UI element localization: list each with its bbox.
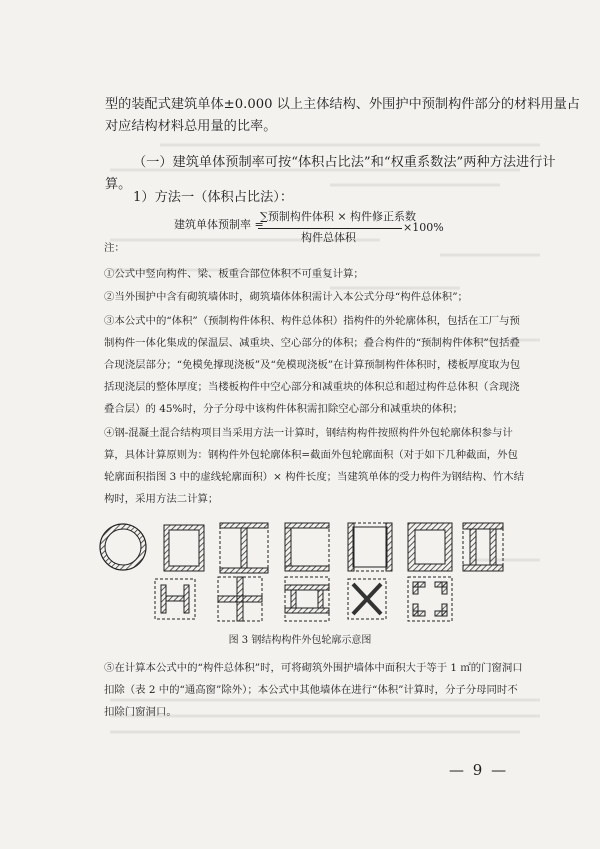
figure-caption: 图 3 钢结构构件外包轮廓示意图 — [228, 635, 372, 646]
section-four-angles — [408, 577, 452, 621]
note-5-line-1: ⑤在计算本公式中的“构件总体积”时，可将砌筑外围护墙体中面积大于等于 1 ㎡的门窗洞口 — [104, 662, 523, 674]
section-double-i — [463, 523, 503, 571]
note-3-line-5: 叠合层）的 45%时，分子分母中该构件体积需扣除空心部分和减重块的体积； — [104, 403, 463, 415]
section-rect-tube — [164, 525, 204, 571]
formula-denominator: 构件总体积 — [301, 231, 356, 244]
body-line-2: 对应结构材料总用量的比率。 — [105, 119, 277, 134]
note-3-line-2: 制构件一体化集成的保温层、减重块、空心部分的体积；叠合构件的“预制构件体积”包括叠 — [104, 337, 520, 349]
notes-heading: 注： — [104, 242, 125, 254]
section-double-channel — [348, 523, 392, 571]
section-heading-cont: 算。 — [105, 177, 132, 192]
note-5-line-3: 扣除门窗洞口。 — [104, 706, 177, 718]
note-4-line-3: 轮廓面积指图 3 中的虚线轮廓面积）× 构件长度；当建筑单体的受力构件为钢结构、竹木结 — [104, 471, 525, 483]
note-5-line-2: 扣除（表 2 中的“通高窗”除外）；本公式中其他墙体在进行“体积”计算时，分子分母同时不 — [104, 684, 518, 696]
section-channel — [285, 523, 329, 571]
section-i-beam — [220, 523, 268, 573]
note-3-line-4: 括现浇层的整体厚度；当楼板构件中空心部分和减重块的体积总和超过构件总体积（含现浇 — [104, 381, 520, 393]
note-3-line-1: ③本公式中的“体积”（预制构件体积、构件总体积）指构件的外轮廓体积，包括在工厂与预 — [104, 315, 520, 327]
method-one-heading: 1）方法一（体积占比法）： — [133, 190, 294, 205]
formula-lhs: 建筑单体预制率 = — [174, 218, 264, 231]
formula-numerator: ∑预制构件体积 × 构件修正系数 — [260, 210, 417, 223]
section-heading-line: （一）建筑单体预制率可按“体积占比法”和“权重系数法”两种方法进行计 — [133, 155, 556, 170]
note-3-line-3: 合现浇层部分；“免模免撑现浇板”及“免模现浇板”在计算预制构件体积时，楼板厚度取为包 — [104, 359, 521, 371]
note-4-line-4: 构时，采用方法二计算； — [104, 493, 219, 505]
note-1: ①公式中竖向构件、梁、板重合部位体积不可重复计算； — [104, 268, 364, 280]
steel-section-figure — [95, 515, 505, 630]
section-diagonal-angles — [348, 579, 386, 619]
formula-multiplier: ×100% — [403, 221, 444, 234]
body-line-1: 型的装配式建筑单体±0.000 以上主体结构、外围护中预制构件部分的材料用量占 — [105, 97, 580, 112]
section-circular-tube — [100, 524, 146, 570]
section-cross-i — [155, 579, 195, 619]
section-box-flanged — [285, 577, 329, 621]
section-cruciform — [218, 577, 262, 621]
note-4-line-1: ④钢-混凝土混合结构项目当采用方法一计算时，钢结构构件按照构件外包轮廓体积参与计 — [104, 427, 513, 439]
note-2: ②当外围护中含有砌筑墙体时，砌筑墙体体积需计入本公式分母“构件总体积”； — [104, 291, 468, 303]
section-box-built — [408, 523, 452, 571]
note-4-line-2: 算，具体计算原则为：钢构件外包轮廓体积=截面外包轮廓面积（对于如下几种截面，外包 — [104, 449, 518, 461]
page-number: — 9 — — [449, 761, 509, 779]
